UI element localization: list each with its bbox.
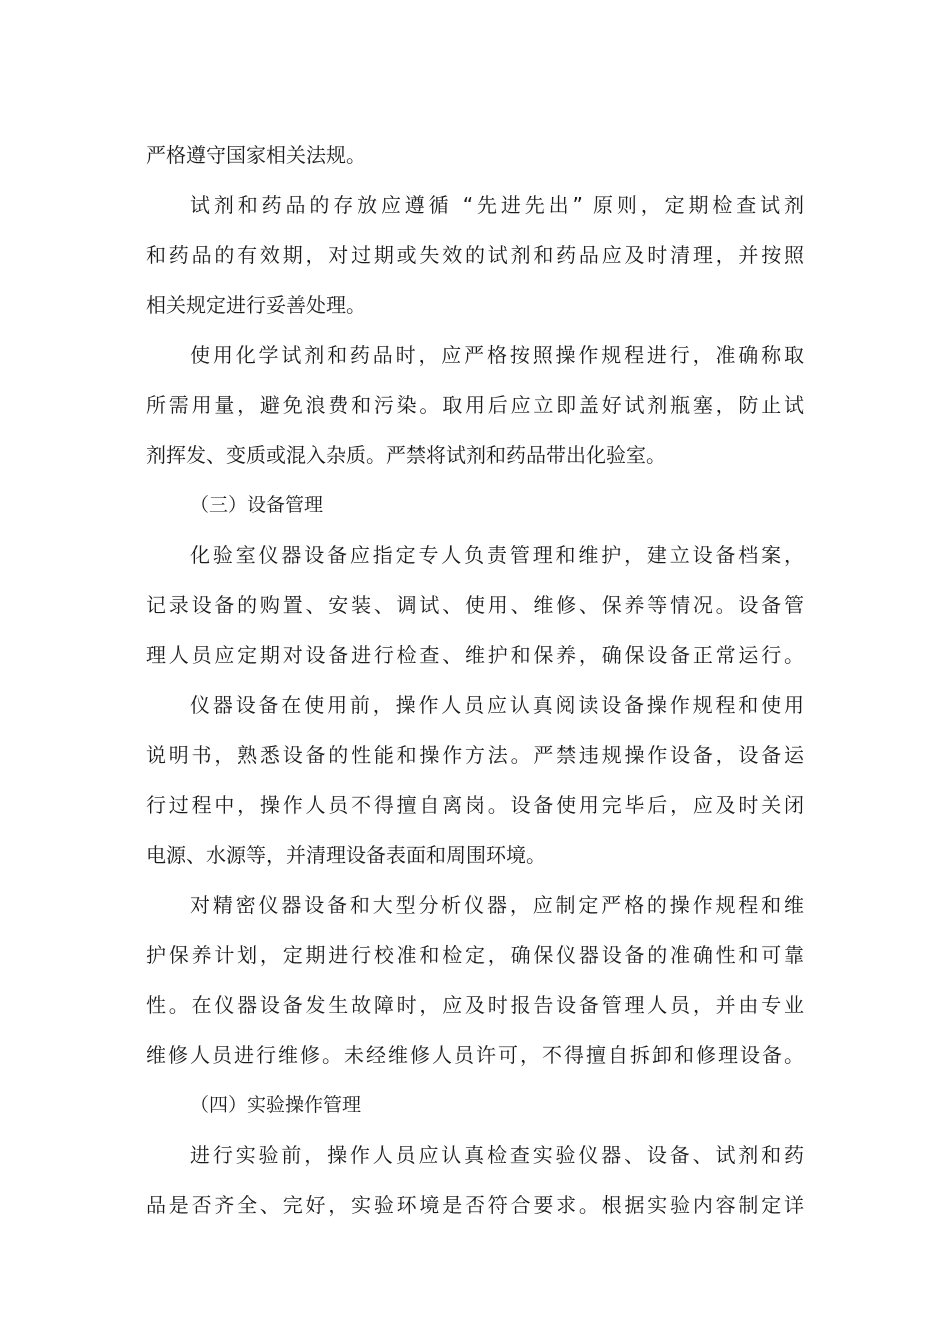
paragraph-line: 仪器设备在使用前，操作人员应认真阅读设备操作规程和使用 [190,693,804,717]
paragraph-line: 使用化学试剂和药品时，应严格按照操作规程进行，准确称取 [190,343,804,367]
paragraph-line: 性。在仪器设备发生故障时，应及时报告设备管理人员，并由专业 [146,993,804,1017]
paragraph-line: 所需用量，避免浪费和污染。取用后应立即盖好试剂瓶塞，防止试 [146,393,804,417]
document-page [146,130,804,1230]
paragraph-line: 电源、水源等，并清理设备表面和周围环境。 [146,843,546,867]
paragraph-line: 品是否齐全、完好，实验环境是否符合要求。根据实验内容制定详 [146,1193,804,1217]
section-heading: （四）实验操作管理 [190,1094,362,1116]
paragraph-line: 试剂和药品的存放应遵循 “先进先出” 原则，定期检查试剂 [190,193,804,217]
paragraph-line: 护保养计划，定期进行校准和检定，确保仪器设备的准确性和可靠 [146,943,804,967]
paragraph-line: 化验室仪器设备应指定专人负责管理和维护，建立设备档案， [190,543,804,567]
paragraph-line: 对精密仪器设备和大型分析仪器，应制定严格的操作规程和维 [190,893,804,917]
paragraph-line: 进行实验前，操作人员应认真检查实验仪器、设备、试剂和药 [190,1143,804,1167]
paragraph-line: 严格遵守国家相关法规。 [146,143,366,167]
section-heading: （三）设备管理 [190,494,324,516]
paragraph-line: 相关规定进行妥善处理。 [146,293,366,317]
paragraph-line: 行过程中，操作人员不得擅自离岗。设备使用完毕后，应及时关闭 [146,793,804,817]
paragraph-line: 记录设备的购置、安装、调试、使用、维修、保养等情况。设备管 [146,593,804,617]
paragraph-line: 理人员应定期对设备进行检查、维护和保养，确保设备正常运行。 [146,643,804,667]
paragraph-line: 剂挥发、变质或混入杂质。严禁将试剂和药品带出化验室。 [146,443,666,467]
paragraph-line: 和药品的有效期，对过期或失效的试剂和药品应及时清理，并按照 [146,243,804,267]
paragraph-line: 说明书，熟悉设备的性能和操作方法。严禁违规操作设备，设备运 [146,743,804,767]
paragraph-line: 维修人员进行维修。未经维修人员许可，不得擅自拆卸和修理设备。 [146,1043,804,1067]
